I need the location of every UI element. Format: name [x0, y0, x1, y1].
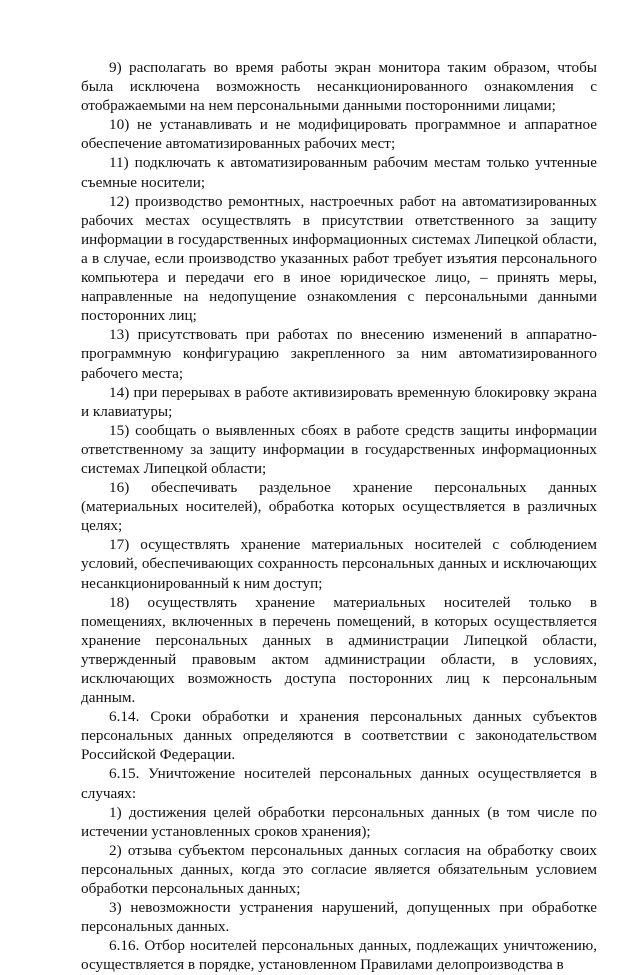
paragraph-item-14: 14) при перерывах в работе активизировать временную блокировку экрана и клавиатуры; [81, 383, 597, 420]
paragraph-item-17: 17) осуществлять хранение материальных носителей с соблюдением условий, обеспечивающих сохранность персональных данных и исключающих несанкционированный к ним доступ; [81, 536, 597, 592]
paragraph-case-3: 3) невозможности устранения нарушений, допущенных при обработке персональных данных. [81, 899, 597, 936]
paragraph-item-12: 12) производство ремонтных, настроечных работ на автоматизированных рабочих местах осуществлять в присутствии ответственного за защиту информации в государственных информационных системах Липецкой области, а в случае, если производство указанных работ требует изъятия персонального компьютера и передачи его в иное юридическое лицо, – принять меры, направленные на недопущение ознакомления с персональными данными посторонних лиц; [81, 192, 597, 325]
paragraph-item-11: 11) подключать к автоматизированным рабочим местам только учтенные съемные носители; [81, 154, 597, 191]
paragraph-item-9: 9) располагать во время работы экран монитора таким образом, чтобы была исключена возможность несанкционированного ознакомления с отображаемыми на нем персональными данными посторонними лицами; [81, 59, 597, 115]
paragraph-section-6-16: 6.16. Отбор носителей персональных данных, подлежащих уничтожению, осуществляется в порядке, установленном Правилами делопроизводства в [81, 937, 597, 974]
paragraph-item-10: 10) не устанавливать и не модифицировать программное и аппаратное обеспечение автоматизированных рабочих мест; [81, 116, 597, 153]
paragraph-case-2: 2) отзыва субъектом персональных данных согласия на обработку своих персональных данных, когда это согласие является обязательным условием обработки персональных данных; [81, 841, 597, 898]
document-page [81, 58, 597, 975]
paragraph-section-6-15: 6.15. Уничтожение носителей персональных данных осуществляется в случаях: [81, 765, 597, 802]
paragraph-item-13: 13) присутствовать при работах по внесению изменений в аппаратно-программную конфигурацию закрепленного за ним автоматизированного рабочего места; [81, 326, 597, 382]
paragraph-item-18: 18) осуществлять хранение материальных носителей только в помещениях, включенных в перечень помещений, в которых осуществляется хранение персональных данных в администрации Липецкой области, утвержденный правовым актом администрации области, в условиях, исключающих возможность доступа посторонних лиц к персональным данным. [81, 593, 597, 707]
paragraph-section-6-14: 6.14. Сроки обработки и хранения персональных данных субъектов персональных данных определяются в соответствии с законодательством Российской Федерации. [81, 708, 597, 764]
paragraph-item-16: 16) обеспечивать раздельное хранение персональных данных (материальных носителей), обработка которых осуществляется в различных целях; [81, 479, 597, 535]
paragraph-case-1: 1) достижения целей обработки персональных данных (в том числе по истечении установленных сроков хранения); [81, 803, 597, 840]
paragraph-item-15: 15) сообщать о выявленных сбоях в работе средств защиты информации ответственному за защиту информации в государственных информационных системах Липецкой области; [81, 421, 597, 477]
